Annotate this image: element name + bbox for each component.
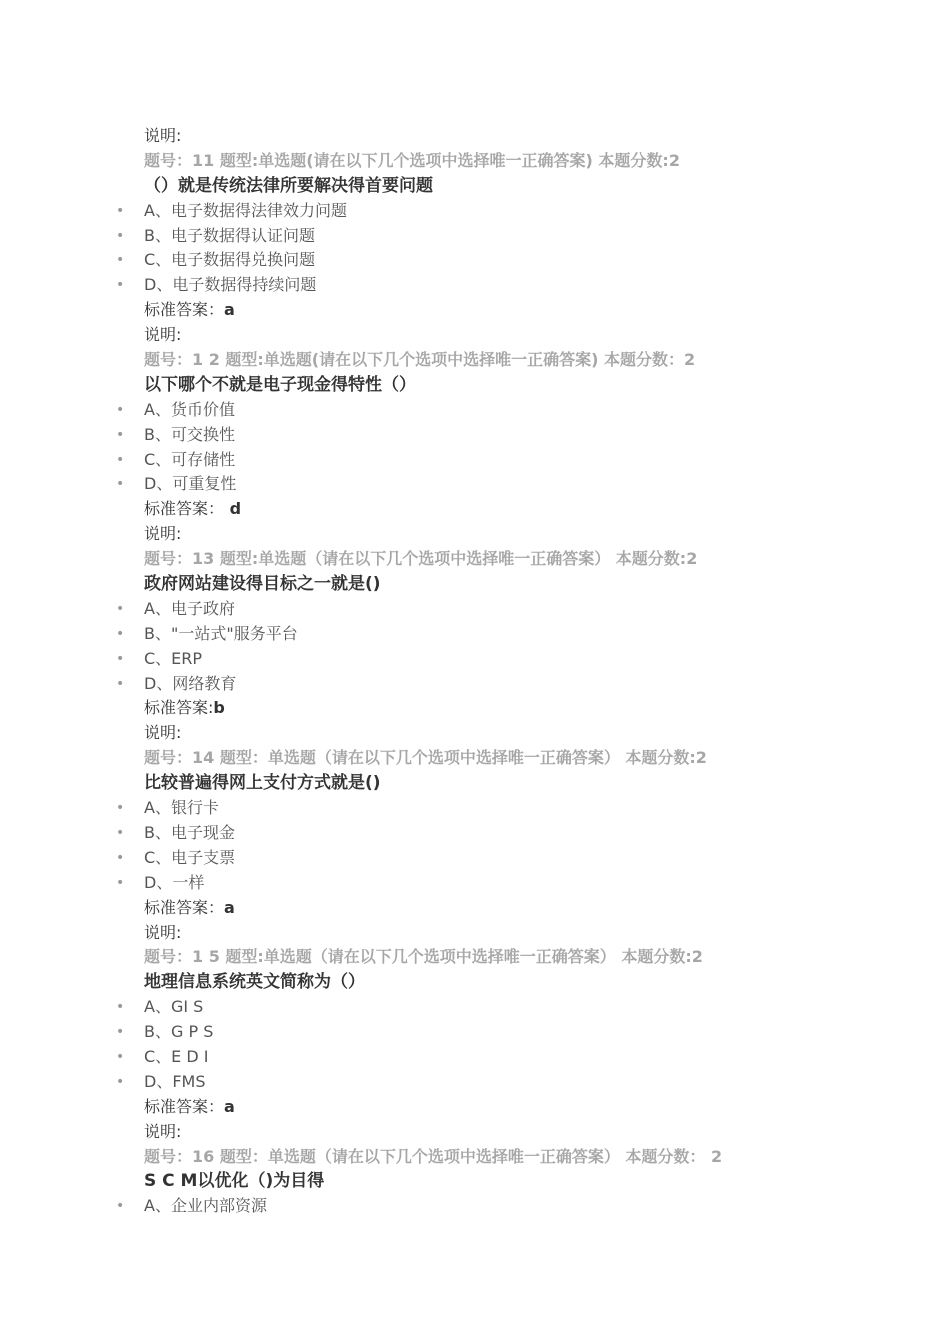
answer-value: a	[224, 897, 235, 917]
answer-value: b	[213, 698, 225, 718]
bullet-icon: •	[116, 675, 125, 692]
standard-answer	[0, 696, 950, 721]
bullet-icon: •	[116, 800, 125, 817]
bullet-icon: •	[116, 202, 125, 219]
answer-option[interactable]: D、一样 •	[0, 871, 950, 896]
bullet-icon: •	[116, 277, 125, 294]
explanation-label: 说明:	[144, 922, 182, 942]
answer-label: 标准答案:	[144, 698, 214, 718]
bullet-icon: •	[116, 1024, 125, 1041]
bullet-icon: •	[116, 1048, 125, 1065]
explanation-label: 说明:	[144, 126, 182, 145]
answer-value: a	[224, 1096, 235, 1116]
answer-option[interactable]: A、货币价值 •	[0, 398, 950, 423]
answer-option[interactable]: D、FMS •	[0, 1070, 950, 1095]
question-meta: 题号：1 2 题型:单选题(请在以下几个选项中选择唯一正确答案) 本题分数：2	[144, 350, 696, 370]
question-meta: 题号：13 题型:单选题（请在以下几个选项中选择唯一正确答案） 本题分数:2	[144, 549, 698, 569]
bullet-icon: •	[116, 252, 125, 269]
answer-option[interactable]: C、ERP •	[0, 647, 950, 672]
answer-label: 标准答案：	[144, 300, 225, 320]
question-meta: 题号：11 题型:单选题(请在以下几个选项中选择唯一正确答案) 本题分数:2	[144, 150, 680, 170]
bullet-icon: •	[116, 401, 125, 418]
question-text: 以下哪个不就是电子现金得特性（）	[144, 374, 416, 395]
question-text: 政府网站建设得目标之一就是()	[144, 574, 381, 595]
question-meta: 题号：16 题型：单选题（请在以下几个选项中选择唯一正确答案） 本题分数： 2	[144, 1146, 723, 1166]
answer-option[interactable]: B、"一站式"服务平台 •	[0, 622, 950, 647]
standard-answer	[0, 1095, 950, 1120]
answer-option[interactable]: C、可存储性 •	[0, 448, 950, 473]
answer-option[interactable]: C、电子支票 •	[0, 846, 950, 871]
question-text: S C M以优化（)为目得	[144, 1171, 325, 1192]
answer-option[interactable]: A、GI S •	[0, 995, 950, 1020]
bullet-icon: •	[116, 650, 125, 667]
bullet-icon: •	[116, 625, 125, 642]
bullet-icon: •	[116, 874, 125, 891]
bullet-icon: •	[116, 849, 125, 866]
answer-option[interactable]: C、E D I •	[0, 1045, 950, 1070]
bullet-icon: •	[116, 999, 125, 1016]
answer-option[interactable]: D、可重复性 •	[0, 472, 950, 497]
bullet-icon: •	[116, 824, 125, 841]
question-meta: 题号：14 题型：单选题（请在以下几个选项中选择唯一正确答案） 本题分数:2	[144, 748, 707, 768]
explanation-label: 说明:	[144, 325, 182, 345]
answer-label: 标准答案：	[144, 499, 225, 519]
explanation-label: 说明:	[144, 723, 182, 743]
answer-option[interactable]: C、电子数据得兑换问题 •	[0, 248, 950, 273]
explanation-label: 说明:	[144, 524, 182, 544]
bullet-icon: •	[116, 476, 125, 493]
answer-option[interactable]: B、可交换性 •	[0, 423, 950, 448]
question-meta: 题号：1 5 题型:单选题（请在以下几个选项中选择唯一正确答案） 本题分数:2	[144, 947, 703, 967]
answer-option[interactable]: A、银行卡 •	[0, 796, 950, 821]
standard-answer	[0, 896, 950, 921]
answer-value: d	[224, 499, 242, 519]
standard-answer	[0, 497, 950, 522]
answer-option[interactable]: B、电子数据得认证问题 •	[0, 224, 950, 249]
answer-option[interactable]: D、网络教育 •	[0, 672, 950, 697]
question-text: 比较普遍得网上支付方式就是()	[144, 773, 381, 794]
answer-option[interactable]: A、电子政府 •	[0, 597, 950, 622]
answer-value: a	[224, 300, 235, 320]
bullet-icon: •	[116, 451, 125, 468]
answer-option[interactable]: A、企业内部资源 •	[0, 1194, 950, 1219]
question-text: 地理信息系统英文简称为（）	[144, 972, 365, 993]
bullet-icon: •	[116, 1198, 125, 1215]
answer-option[interactable]: B、电子现金 •	[0, 821, 950, 846]
bullet-icon: •	[116, 227, 125, 244]
answer-option[interactable]: A、电子数据得法律效力问题 •	[0, 199, 950, 224]
answer-option[interactable]: D、电子数据得持续问题 •	[0, 273, 950, 298]
explanation-label: 说明:	[144, 1121, 182, 1141]
bullet-icon: •	[116, 600, 125, 617]
bullet-icon: •	[116, 426, 125, 443]
question-document	[0, 124, 950, 1219]
bullet-icon: •	[116, 1073, 125, 1090]
question-text: （）就是传统法律所要解决得首要问题	[144, 175, 433, 196]
answer-label: 标准答案：	[144, 897, 225, 917]
standard-answer	[0, 298, 950, 323]
answer-label: 标准答案：	[144, 1096, 225, 1116]
answer-option[interactable]: B、G P S •	[0, 1020, 950, 1045]
